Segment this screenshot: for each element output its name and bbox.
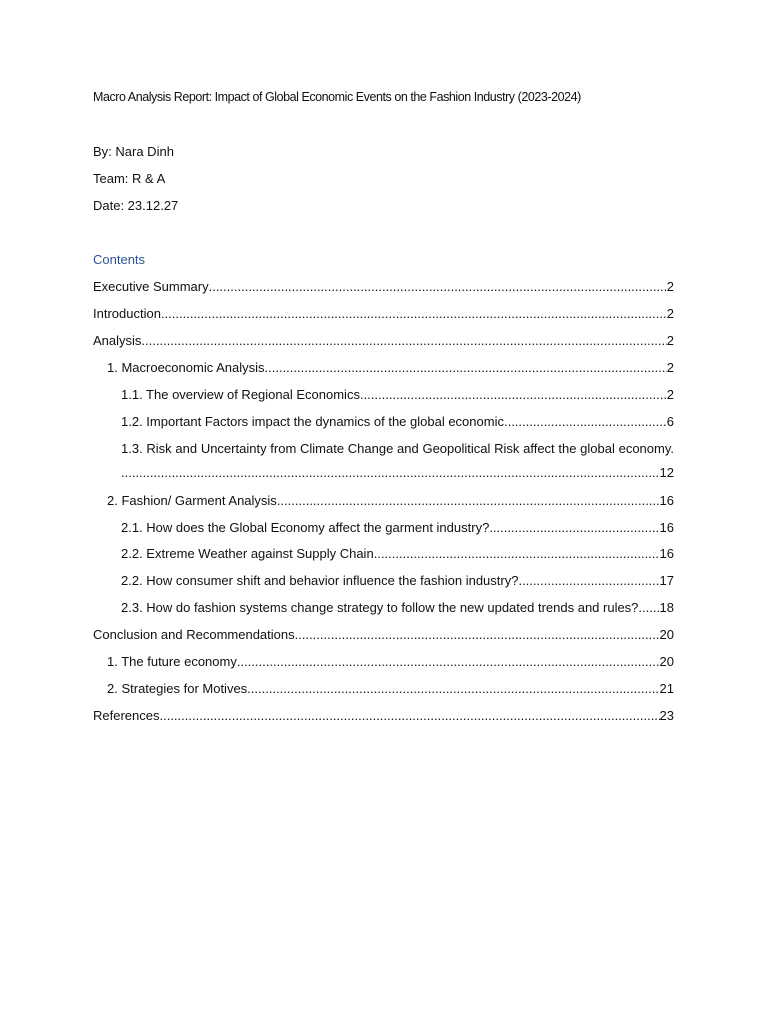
toc-leader-dots [159, 707, 659, 725]
toc-entry[interactable] [93, 599, 674, 617]
toc-entry-label: 1. The future economy [107, 654, 237, 669]
toc-entry[interactable] [93, 332, 674, 350]
toc-entry[interactable] [93, 626, 674, 644]
toc-leader-dots [209, 278, 667, 296]
toc-entry-label: 2.2. Extreme Weather against Supply Chain [121, 546, 374, 561]
toc-page-number: 23 [659, 708, 674, 723]
toc-page-number: 20 [659, 627, 674, 642]
toc-leader-dots [638, 599, 659, 617]
toc-leader-dots [141, 332, 666, 350]
toc-page-number: 21 [659, 681, 674, 696]
toc-entry-label: 1.2. Important Factors impact the dynamics of the global economic [121, 414, 504, 429]
toc-leader-dots [277, 492, 660, 510]
toc-page-number: 6 [666, 414, 674, 429]
toc-leader-dots [295, 626, 660, 644]
toc-leader-dots [489, 519, 659, 537]
toc-entry[interactable] [93, 359, 674, 377]
toc-entry[interactable] [93, 519, 674, 537]
toc-entry[interactable] [93, 707, 674, 725]
toc-leader-dots [518, 572, 659, 590]
toc-leader-dots [504, 413, 667, 431]
toc-page-number: 18 [659, 600, 674, 615]
toc-leader-dots [265, 359, 667, 377]
toc-entry-label: 2.3. How do fashion systems change strategy to follow the new updated trends and rules? [121, 600, 639, 615]
toc-page-number: 2 [666, 387, 674, 402]
toc-page-number: 16 [659, 493, 674, 508]
toc-leader-dots [247, 680, 659, 698]
toc-entry-label: Conclusion and Recommendations [93, 627, 295, 642]
author-line: By: Nara Dinh [93, 144, 174, 159]
toc-entry-label: Analysis [93, 333, 142, 348]
toc-page-number: 2 [666, 333, 674, 348]
toc-entry-label: 2.2. How consumer shift and behavior influence the fashion industry? [121, 573, 519, 588]
toc-entry-label: 2. Fashion/ Garment Analysis [107, 493, 277, 508]
toc-page-number: 2 [666, 306, 674, 321]
toc-entry[interactable] [93, 680, 674, 698]
toc-entry[interactable] [93, 653, 674, 671]
date-line: Date: 23.12.27 [93, 198, 179, 213]
toc-page-number: 12 [659, 465, 674, 480]
toc-entry[interactable] [93, 278, 674, 296]
toc-entry[interactable] [93, 440, 674, 482]
toc-entry[interactable] [93, 386, 674, 404]
toc-entry[interactable] [93, 572, 674, 590]
toc-page-number: 2 [666, 279, 674, 294]
toc-leader-dots [237, 653, 660, 671]
team-line: Team: R & A [93, 171, 166, 186]
toc-entry-label: 2. Strategies for Motives [107, 681, 248, 696]
toc-entry[interactable] [93, 413, 674, 431]
toc-leader-dots [121, 464, 660, 482]
toc-page-number: 2 [666, 360, 674, 375]
toc-entry-label: 1.1. The overview of Regional Economics [121, 387, 360, 402]
toc-page-number: 16 [659, 520, 674, 535]
contents-heading: Contents [93, 252, 146, 267]
toc-entry[interactable] [93, 545, 674, 563]
toc-entry-label: Introduction [93, 306, 161, 321]
toc-entry-label: References [93, 708, 160, 723]
toc-leader-dots [161, 305, 667, 323]
toc-entry-label: Executive Summary [93, 279, 209, 294]
toc-page-number: 20 [659, 654, 674, 669]
toc-entry-label: 1.3. Risk and Uncertainty from Climate Change and Geopolitical Risk affect the global economy. [121, 441, 674, 456]
toc-leader-dots [360, 386, 667, 404]
toc-page-number: 16 [659, 546, 674, 561]
toc-entry-label: 2.1. How does the Global Economy affect the garment industry? [121, 520, 490, 535]
toc-leader-dots [374, 545, 660, 563]
toc-entry[interactable] [93, 305, 674, 323]
toc-entry-label: 1. Macroeconomic Analysis [107, 360, 265, 375]
document-title: Macro Analysis Report: Impact of Global Economic Events on the Fashion Industry (2023-2024) [93, 90, 581, 104]
toc-page-number: 17 [659, 573, 674, 588]
toc-entry[interactable] [93, 492, 674, 510]
